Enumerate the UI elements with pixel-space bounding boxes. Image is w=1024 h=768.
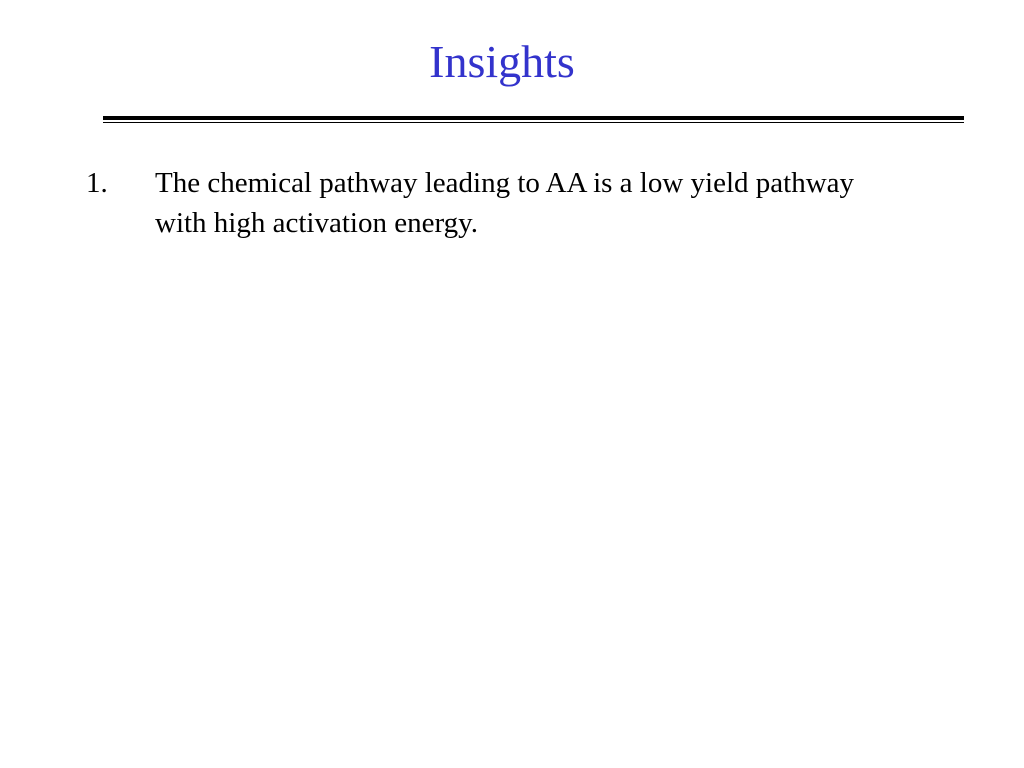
title-divider-thin-line <box>103 122 964 123</box>
slide-title: Insights <box>429 36 575 87</box>
insights-list <box>86 163 906 243</box>
list-item-text: The chemical pathway leading to AA is a low yield pathway with high activation energy. <box>155 167 855 239</box>
title-divider-thick-line <box>103 116 964 120</box>
title-divider <box>103 116 964 123</box>
list-item-number: 1. <box>86 167 108 199</box>
list-item <box>86 163 906 243</box>
